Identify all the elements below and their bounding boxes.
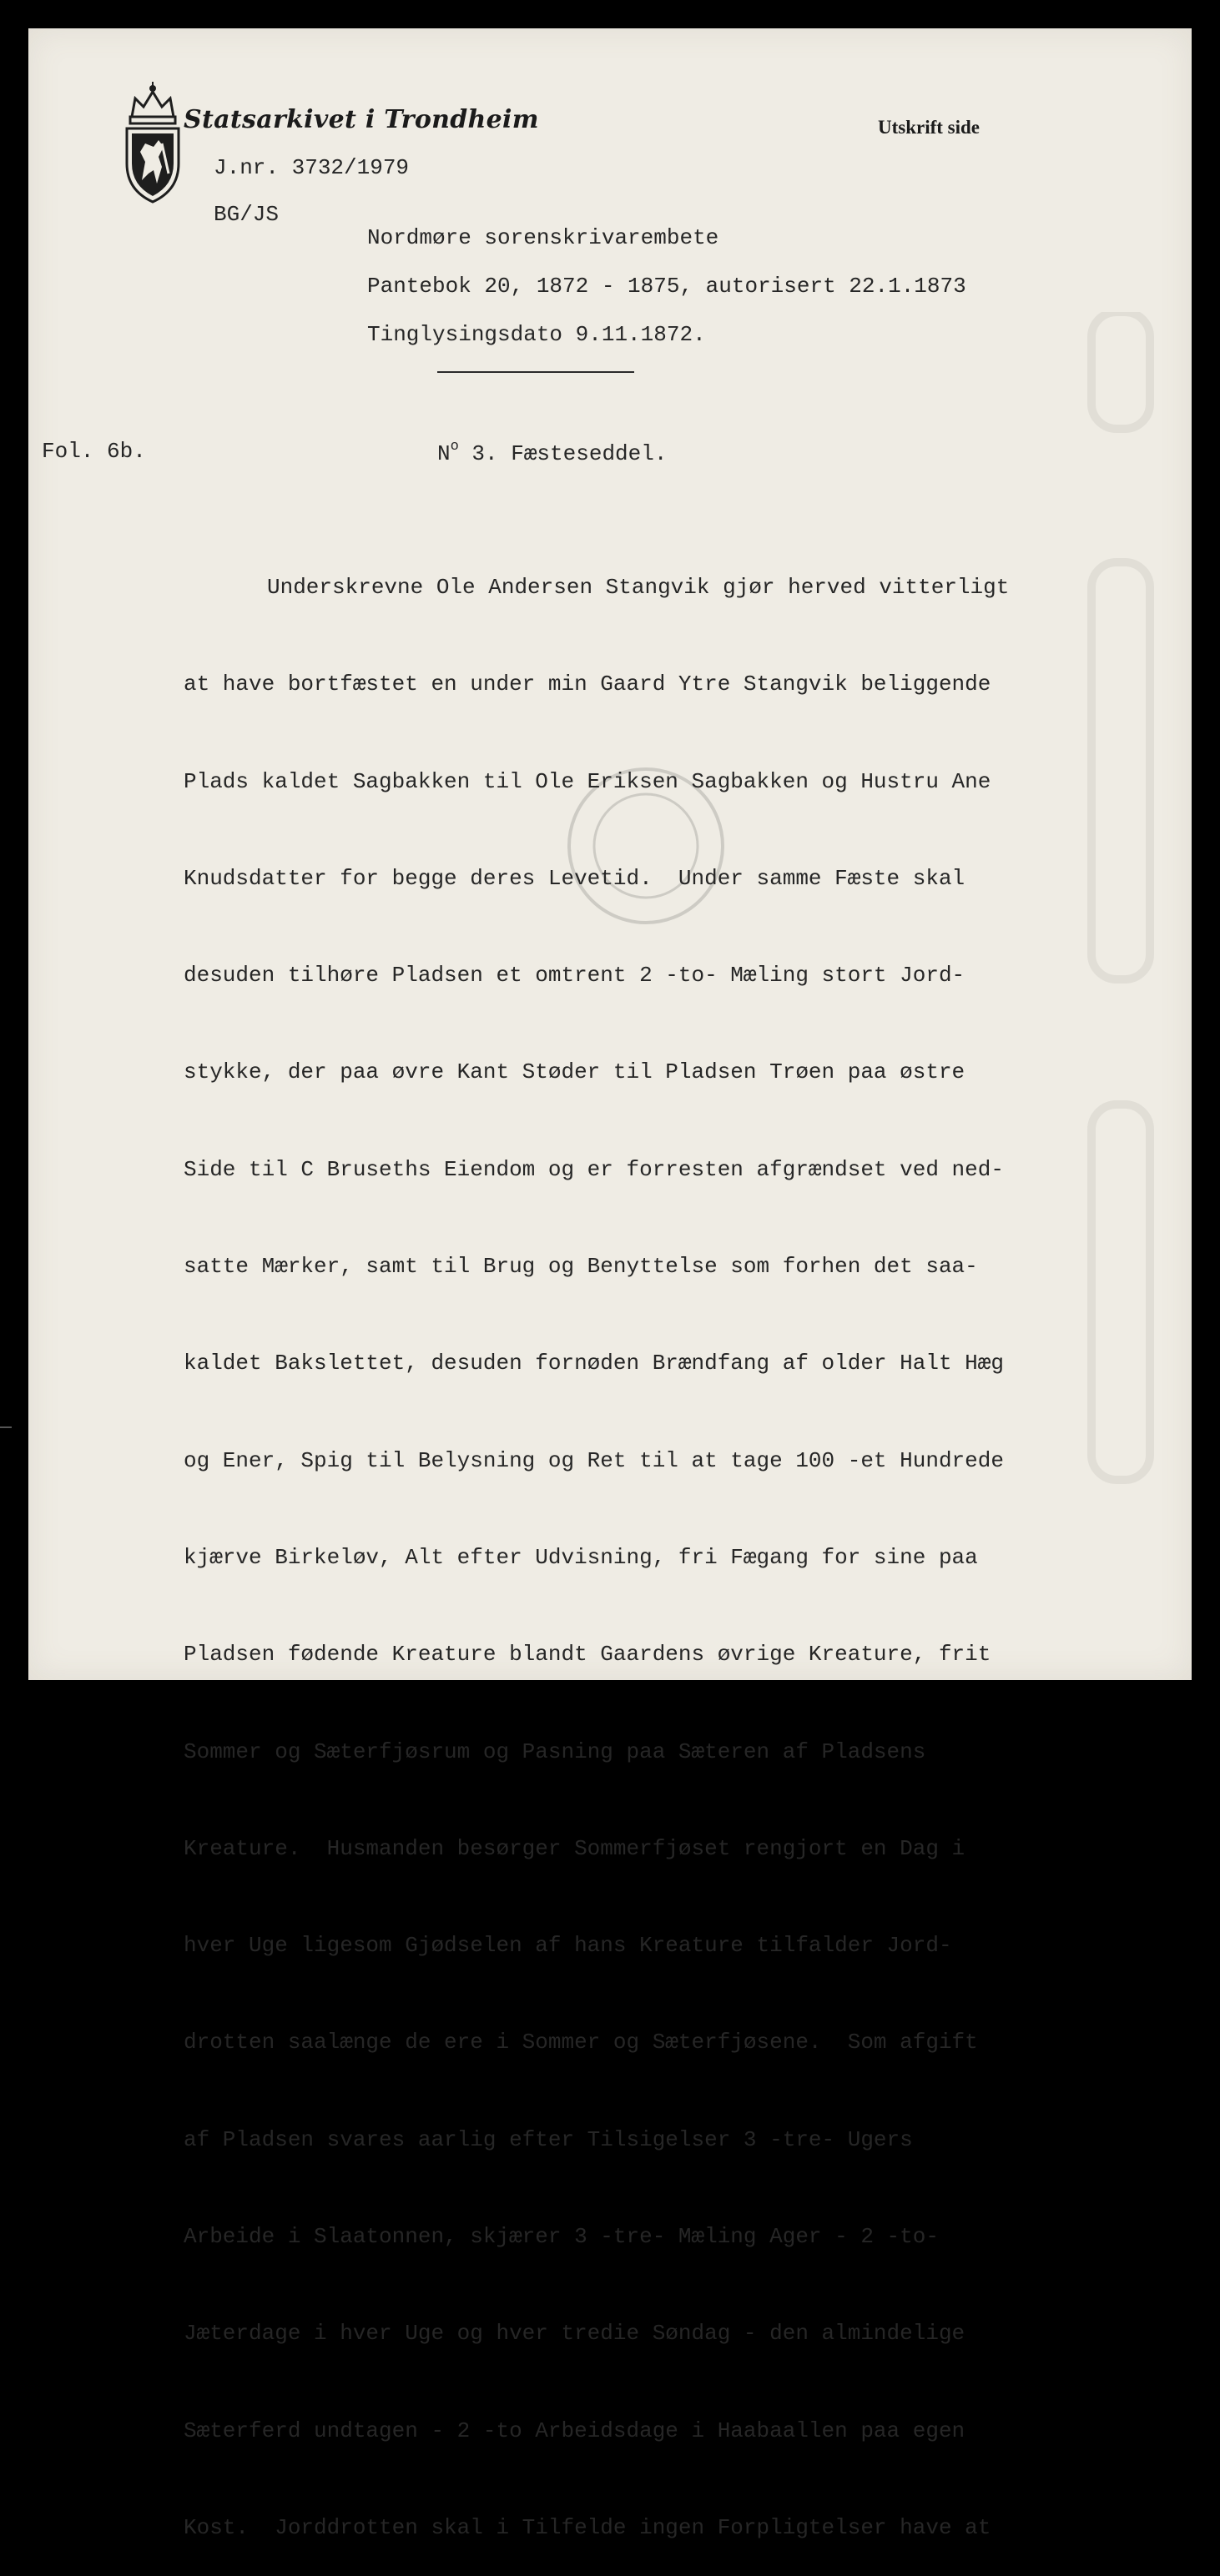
heading-number-superscript: o [450, 439, 459, 455]
body-line: kaldet Bakslettet, desuden fornøden Brændfang af older Halt Hæg [184, 1351, 1004, 1376]
body-line: Arbeide i Slaatonnen, skjærer 3 -tre- Mæling Ager - 2 -to- [184, 2224, 939, 2250]
heading-number-prefix: N [437, 441, 451, 466]
body-line: Side til C Bruseths Eiendom og er forresten afgrændset ved ned- [184, 1156, 1004, 1182]
body-line: Pladsen fødende Kreature blandt Gaardens øvrige Kreature, frit [184, 1642, 991, 1668]
body-line: drotten saalænge de ere i Sommer og Sæterfjøsene. Som afgift [184, 2030, 978, 2055]
body-line: og Ener, Spig til Belysning og Ret til at tage 100 -et Hundrede [184, 1447, 1004, 1473]
body-line: Sæterferd undtagen - 2 -to Arbeidsdage i Haabaallen paa egen [184, 2418, 965, 2443]
bleed-through-mark [1083, 312, 1158, 1563]
body-line: Jæterdage i hver Uge og hver tredie Søndag - den almindelige [184, 2321, 965, 2347]
body-line: Kost. Jorddrotten skal i Tilfelde ingen Forpligtelser have at [184, 2514, 991, 2540]
body-line: hver Uge ligesom Gjødselen af hans Kreature tilfalder Jord- [184, 1933, 952, 1959]
body-line: at have bortfæstet en under min Gaard Ytre Stangvik beliggende [184, 672, 991, 697]
heading-number-rest: 3. Fæsteseddel. [458, 441, 668, 466]
divider-rule [437, 371, 634, 373]
body-text [184, 514, 1009, 2576]
coat-of-arms-icon [120, 80, 185, 204]
body-line: Sommer og Sæterfjøsrum og Pasning paa Sæteren af Pladsens [184, 1738, 926, 1764]
document-heading [437, 439, 667, 466]
archive-name: Statsarkivet i Trondheim [184, 105, 539, 134]
body-line: af Pladsen svares aarlig efter Tilsigelser 3 -tre- Ugers [184, 2126, 913, 2152]
source-date: Tinglysingsdato 9.11.1872. [367, 322, 706, 347]
folio-reference: Fol. 6b. [42, 439, 146, 464]
source-book: Pantebok 20, 1872 - 1875, autorisert 22.1.1873 [367, 274, 966, 299]
utskrift-label: Utskrift side [878, 117, 981, 138]
body-line: desuden tilhøre Pladsen et omtrent 2 -to- Mæling stort Jord- [184, 963, 965, 989]
body-line: stykke, der paa øvre Kant Støder til Pladsen Trøen paa østre [184, 1059, 965, 1085]
body-line: Underskrevne Ole Andersen Stangvik gjør herved vitterligt [267, 575, 1010, 600]
body-line: kjærve Birkeløv, Alt efter Udvisning, fri Fægang for sine paa [184, 1544, 978, 1570]
body-line: satte Mærker, samt til Brug og Benyttelse som forhen det saa- [184, 1254, 978, 1280]
source-office: Nordmøre sorenskrivarembete [367, 225, 719, 250]
journal-number: J.nr. 3732/1979 [214, 155, 410, 180]
body-line: Knudsdatter for begge deres Levetid. Under samme Fæste skal [184, 865, 965, 891]
body-line: Kreature. Husmanden besørger Sommerfjøset rengjort en Dag i [184, 1835, 965, 1861]
initials: BG/JS [214, 202, 280, 227]
body-line: Plads kaldet Sagbakken til Ole Eriksen Sagbakken og Hustru Ane [184, 768, 991, 794]
margin-tick [0, 1426, 12, 1428]
